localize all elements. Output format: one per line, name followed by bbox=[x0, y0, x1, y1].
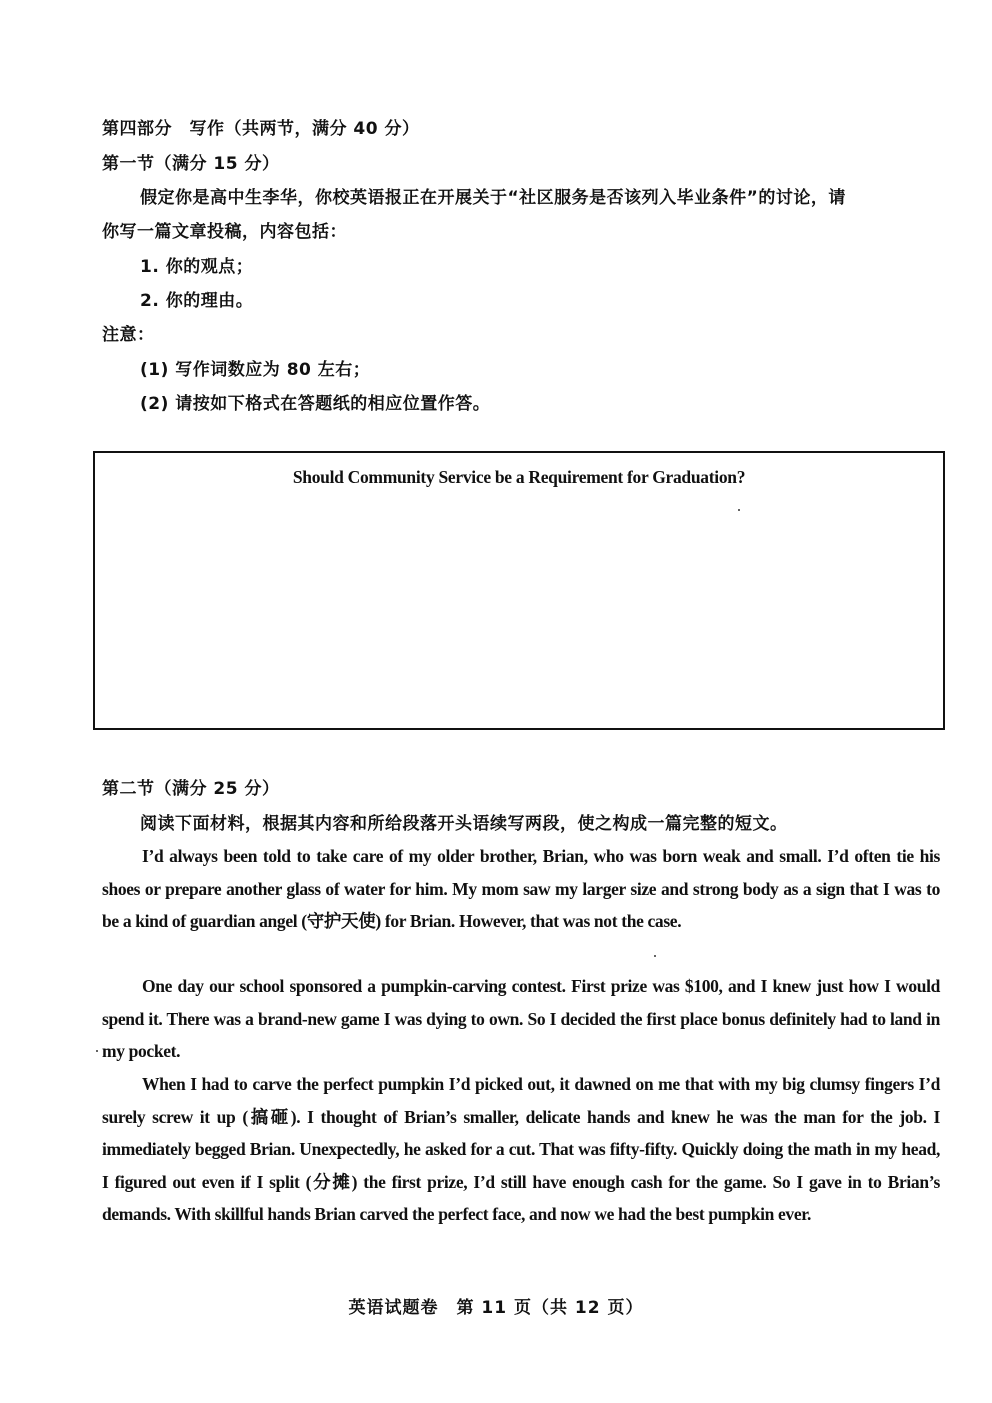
story-paragraph-1: I’d always been told to take care of my older brother, Brian, who was born weak and small. I’d often tie his shoes or prepare another glass of water for him. My mom saw my larger size and strong body as a sign that I was to be a kind of guardian angel (守护天使) for Brian. However, that was not the case. bbox=[102, 846, 940, 932]
story-paragraph-3: When I had to carve the perfect pumpkin I’d picked out, it dawned on me that with my big clumsy fingers I’d surely screw it up (搞砸). I thought of Brian’s smaller, delicate hands and knew he was the man for the job. I immediately begged Brian. Unexpectedly, he asked for a cut. That was fifty-fifty. Quickly doing the math in my head, I figured out even if I split (分摊) the first prize, I’d still have enough cash for the game. So I gave in to Brian’s demands. With skillful hands Brian carved the perfect face, and now we had the best pumpkin ever. bbox=[102, 1074, 940, 1225]
part-title: 第四部分 写作（共两节，满分 40 分） bbox=[102, 119, 420, 139]
section1-prompt-line2: 你写一篇文章投稿，内容包括： bbox=[102, 222, 347, 242]
scan-speck bbox=[738, 509, 740, 511]
answer-format-box bbox=[93, 451, 945, 730]
section1-item-1: 1. 你的观点； bbox=[140, 257, 254, 277]
section2-title: 第二节（满分 25 分） bbox=[102, 779, 280, 799]
section1-prompt-line1: 假定你是高中生李华，你校英语报正在开展关于“社区服务是否该列入毕业条件”的讨论，请 bbox=[140, 188, 846, 208]
section2-instruction: 阅读下面材料，根据其内容和所给段落开头语续写两段，使之构成一篇完整的短文。 bbox=[140, 814, 788, 834]
scan-speck bbox=[96, 1050, 98, 1052]
page-footer: 英语试题卷 第 11 页（共 12 页） bbox=[348, 1298, 644, 1318]
scan-speck bbox=[654, 955, 656, 957]
story-paragraph-2: One day our school sponsored a pumpkin-carving contest. First prize was $100, and I knew just how I would spend it. There was a brand-new game I was dying to own. So I decided the first place bonus definitely had to land in my pocket. bbox=[102, 976, 940, 1062]
note-1: (1) 写作词数应为 80 左右； bbox=[140, 360, 371, 380]
notes-label: 注意： bbox=[102, 325, 155, 345]
section1-item-2: 2. 你的理由。 bbox=[140, 291, 254, 311]
note-2: (2) 请按如下格式在答题纸的相应位置作答。 bbox=[140, 394, 491, 414]
answer-box-title: Should Community Service be a Requirement for Graduation? bbox=[292, 467, 746, 487]
section1-title: 第一节（满分 15 分） bbox=[102, 154, 280, 174]
